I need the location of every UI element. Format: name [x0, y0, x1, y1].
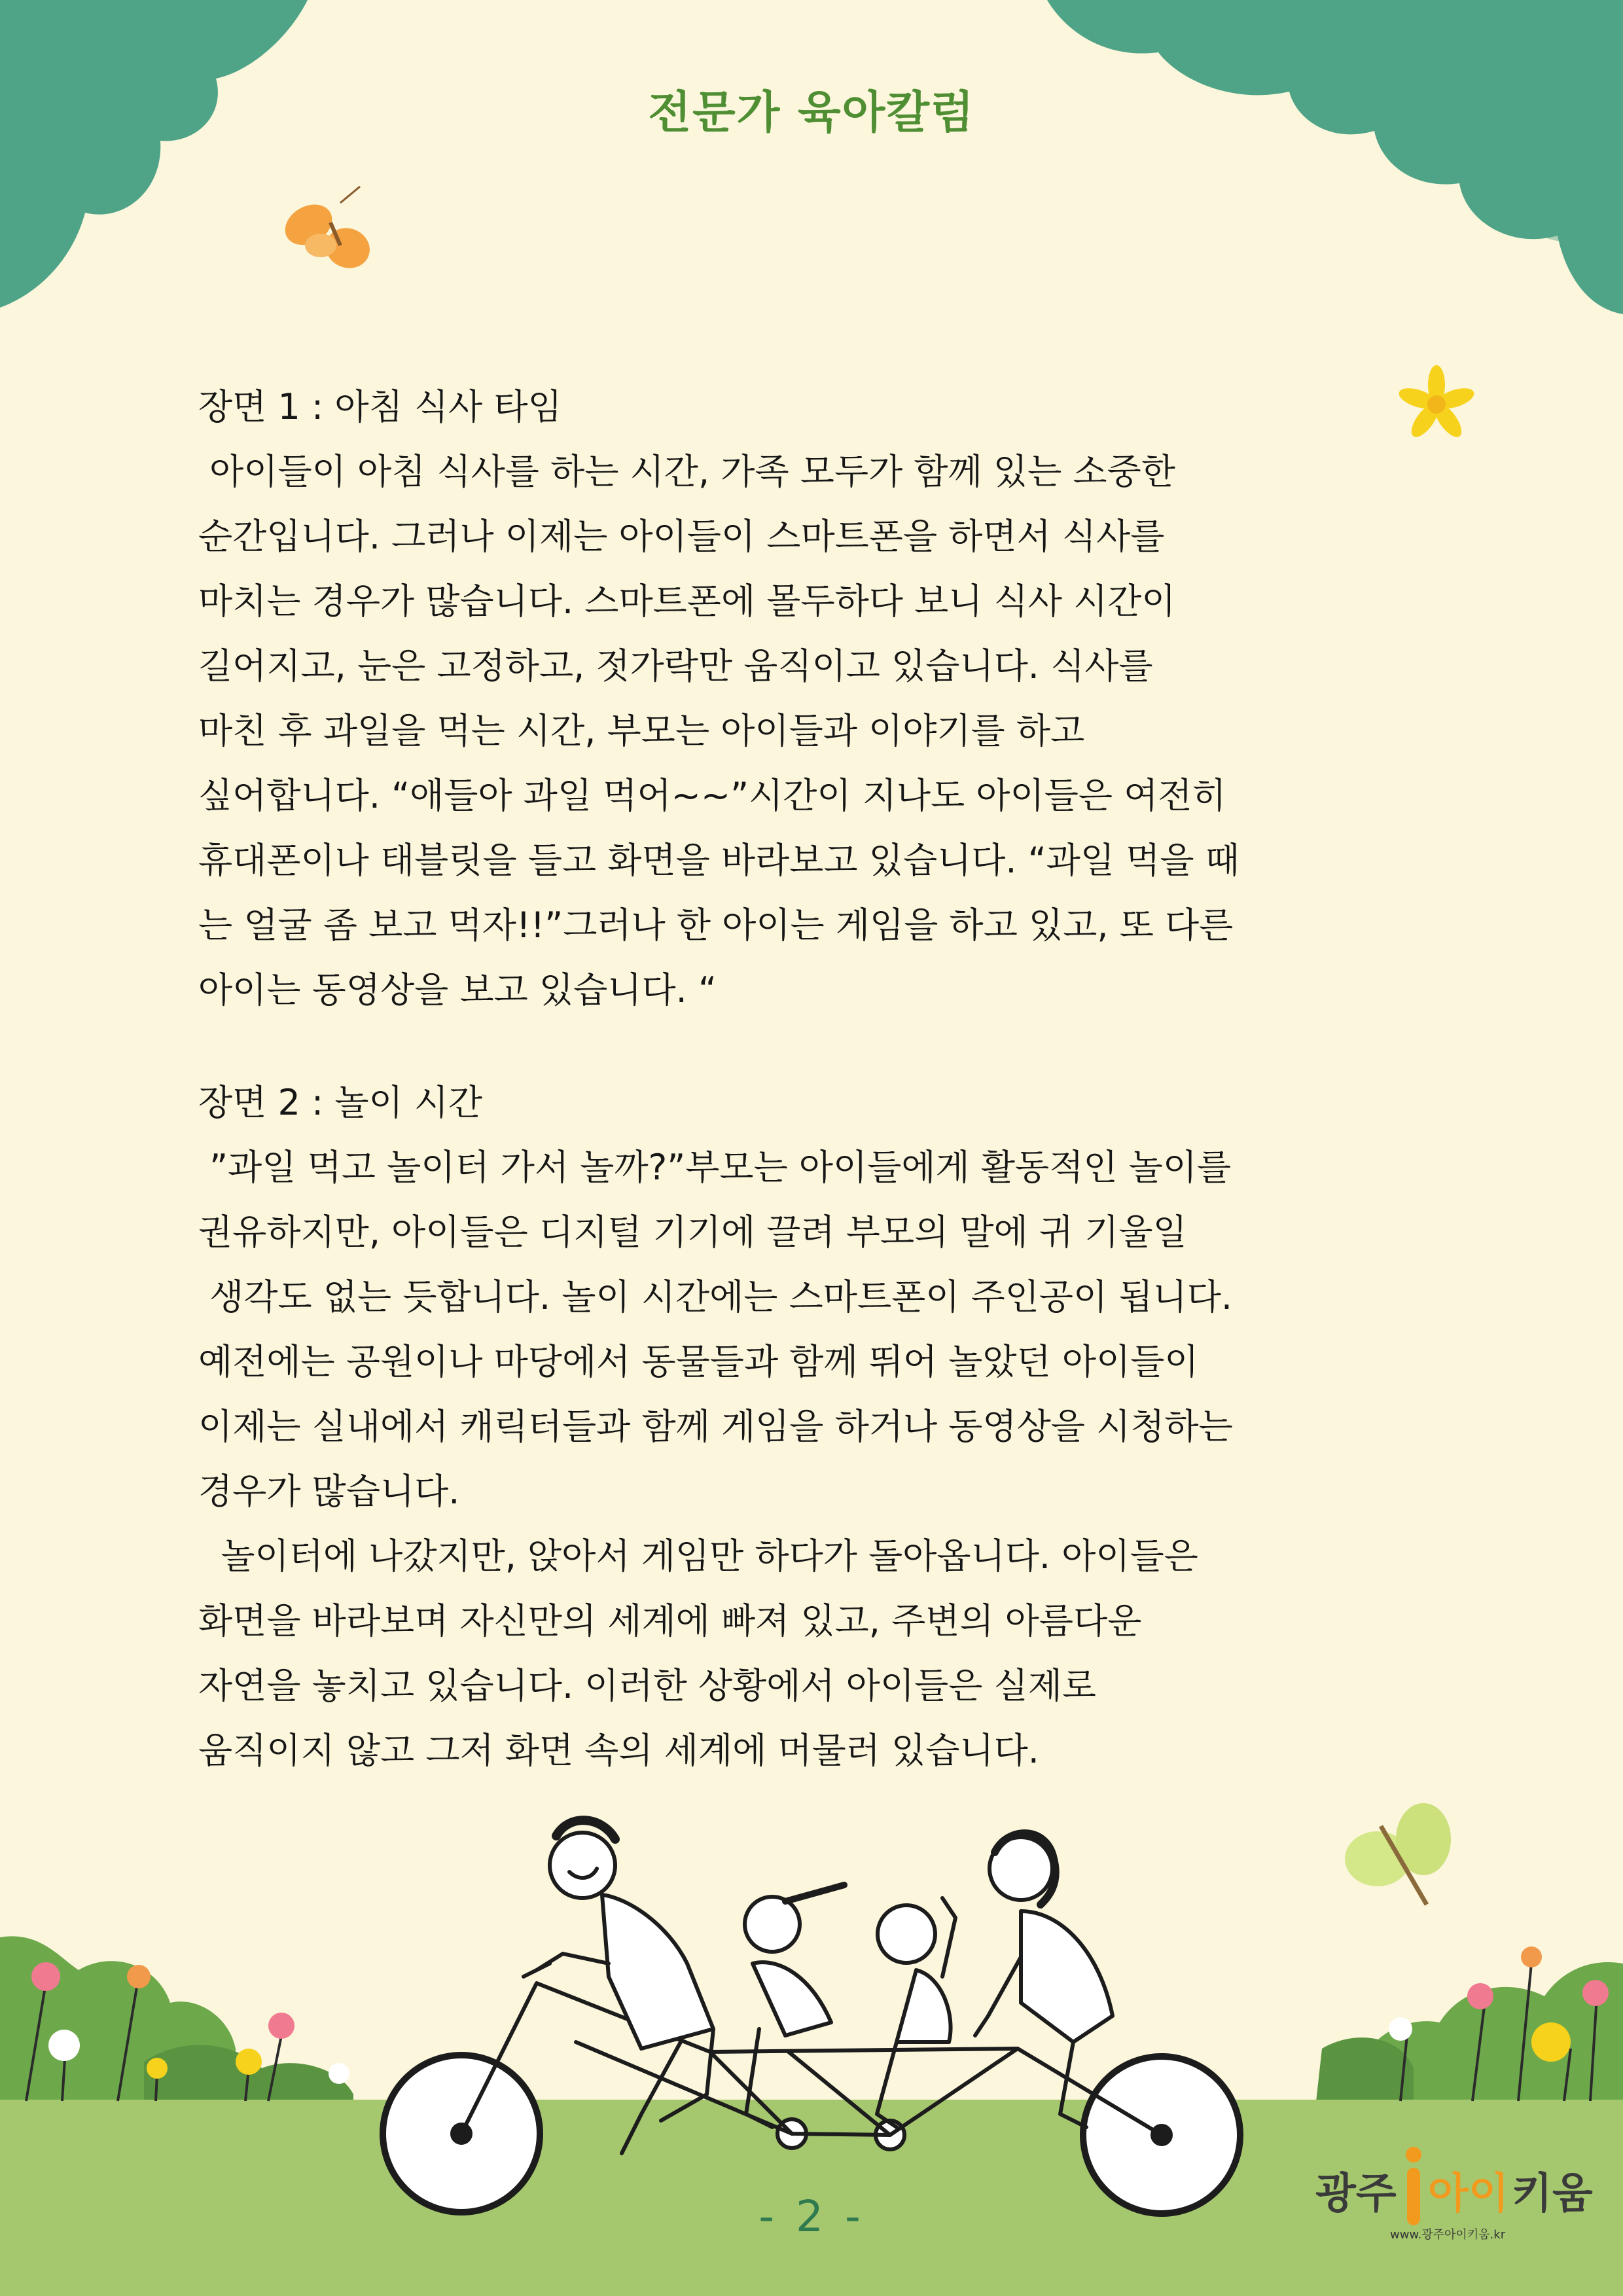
body-line: 마친 후 과일을 먹는 시간, 부모는 아이들과 이야기를 하고: [198, 710, 1085, 751]
butterfly-green-icon: [1345, 1803, 1451, 1905]
logo-text-raise: 키움: [1512, 2170, 1593, 2218]
body-line: 싶어합니다. “애들아 과일 먹어~~”시간이 지나도 아이들은 여전히: [198, 775, 1226, 816]
logo-person-icon: [1400, 2145, 1427, 2231]
body-line: 순간입니다. 그러나 이제는 아이들이 스마트폰을 하면서 식사를: [198, 516, 1165, 557]
page-title: 전문가 육아칼럼: [648, 87, 975, 139]
body-line: 자연을 놓치고 있습니다. 이러한 상황에서 아이들은 실제로: [198, 1665, 1097, 1706]
section-heading: 장면 1 : 아침 식사 타임: [198, 386, 562, 427]
logo-text-child: 아이: [1428, 2170, 1509, 2218]
logo-text-gwangju: 광주: [1315, 2170, 1397, 2218]
body-line: 이제는 실내에서 캐릭터들과 함께 게임을 하거나 동영상을 시청하는: [198, 1406, 1233, 1447]
tree-canopy-right-icon: [1047, 0, 1623, 314]
body-line: 경우가 많습니다.: [198, 1471, 460, 1512]
section-breakfast: [198, 374, 1442, 1022]
body-line: 움직이지 않고 그저 화면 속의 세계에 머물러 있습니다.: [198, 1730, 1039, 1771]
body-line: 아이들이 아침 식사를 하는 시간, 가족 모두가 함께 있는 소중한: [198, 451, 1175, 492]
body-line: 생각도 없는 듯합니다. 놀이 시간에는 스마트폰이 주인공이 됩니다.: [198, 1276, 1233, 1318]
tree-canopy-left-icon: [0, 0, 308, 308]
body-line: 휴대폰이나 태블릿을 들고 화면을 바라보고 있습니다. “과일 먹을 때: [198, 840, 1240, 881]
body-line: 마치는 경우가 많습니다. 스마트폰에 몰두하다 보니 식사 시간이: [198, 581, 1176, 622]
section-heading: 장면 2 : 놀이 시간: [198, 1082, 483, 1123]
butterfly-orange-icon: [278, 187, 376, 274]
logo-url: www.광주아이키움.kr: [1390, 2228, 1506, 2242]
body-line: 화면을 바라보며 자신만의 세계에 빠져 있고, 주변의 아름다운: [198, 1600, 1142, 1641]
page-number: - 2 -: [758, 2191, 865, 2242]
section-playtime: [198, 1070, 1442, 1783]
body-line: ”과일 먹고 놀이터 가서 놀까?”부모는 아이들에게 활동적인 놀이를: [198, 1147, 1232, 1188]
body-line: 는 얼굴 좀 보고 먹자!!”그러나 한 아이는 게임을 하고 있고, 또 다른: [198, 905, 1234, 946]
body-line: 예전에는 공원이나 마당에서 동물들과 함께 뛰어 놀았던 아이들이: [198, 1341, 1199, 1382]
body-line: 놀이터에 나갔지만, 앉아서 게임만 하다가 돌아옵니다. 아이들은: [198, 1535, 1198, 1577]
logo: [1315, 2145, 1597, 2250]
body-line: 권유하지만, 아이들은 디지털 기기에 끌려 부모의 말에 귀 기울일: [198, 1211, 1187, 1253]
body-line: 아이는 동영상을 보고 있습니다. “: [198, 969, 717, 1011]
body-line: 길어지고, 눈은 고정하고, 젓가락만 움직이고 있습니다. 식사를: [198, 645, 1153, 687]
